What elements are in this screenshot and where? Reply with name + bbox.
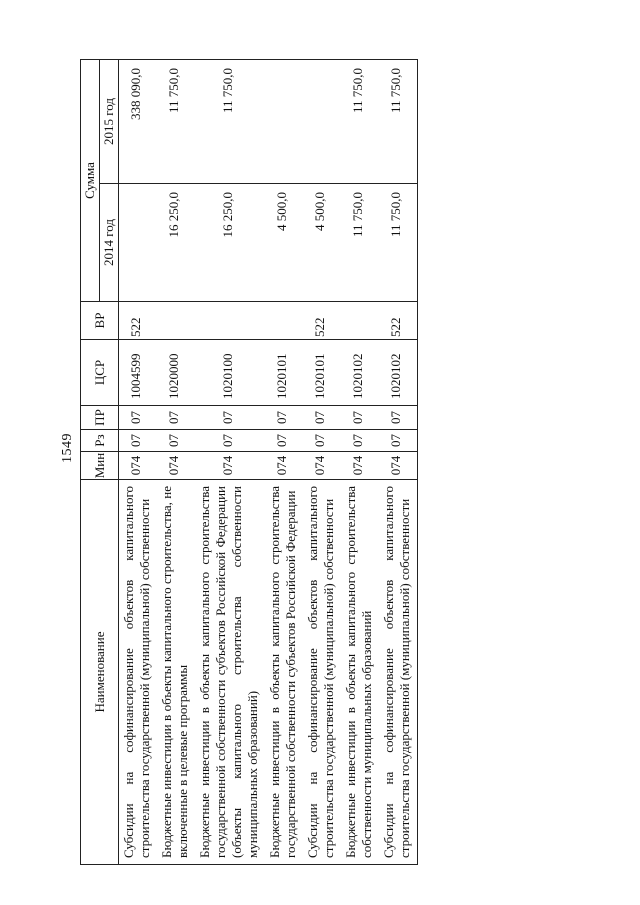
row-name: Бюджетные инвестиции в объекты капитального строительства государственной собственности субъектов Российской Федерации <box>265 480 303 865</box>
row-sum-2015: 11 750,0 <box>195 60 265 184</box>
row-csr: 1020102 <box>379 340 418 406</box>
table-row <box>265 60 303 865</box>
row-vr <box>157 302 195 340</box>
document-page <box>58 15 558 865</box>
row-pr: 07 <box>157 406 195 430</box>
table-row <box>157 60 195 865</box>
row-vr: 522 <box>379 302 418 340</box>
row-vr: 522 <box>303 302 341 340</box>
table-row <box>303 60 341 865</box>
header-vr: ВР <box>81 302 119 340</box>
row-rz: 07 <box>195 430 265 452</box>
row-csr: 1004599 <box>119 340 158 406</box>
row-pr: 07 <box>303 406 341 430</box>
row-csr: 1020100 <box>195 340 265 406</box>
row-sum-2014: 11 750,0 <box>379 184 418 302</box>
row-rz: 07 <box>119 430 158 452</box>
row-min: 074 <box>265 452 303 480</box>
row-vr <box>265 302 303 340</box>
header-year-2015: 2015 год <box>100 60 119 184</box>
row-sum-2015: 11 750,0 <box>157 60 195 184</box>
header-min: Мин <box>81 452 119 480</box>
row-vr: 522 <box>119 302 158 340</box>
budget-table <box>80 59 418 865</box>
row-name: Субсидии на софинансирование объектов капитального строительства государственной (муниципальной) собственности <box>379 480 418 865</box>
header-year-2014: 2014 год <box>100 184 119 302</box>
header-name: Наименование <box>81 480 119 865</box>
row-min: 074 <box>195 452 265 480</box>
header-sum: Сумма <box>81 60 100 302</box>
row-rz: 07 <box>303 430 341 452</box>
row-sum-2014: 16 250,0 <box>157 184 195 302</box>
row-vr <box>195 302 265 340</box>
row-csr: 1020000 <box>157 340 195 406</box>
row-sum-2015: 11 750,0 <box>341 60 379 184</box>
row-sum-2015 <box>303 60 341 184</box>
page-number: 1549 <box>60 433 75 463</box>
row-name: Бюджетные инвестиции в объекты капитального строительства собственности муниципальных образований <box>341 480 379 865</box>
row-min: 074 <box>303 452 341 480</box>
row-sum-2014: 16 250,0 <box>195 184 265 302</box>
row-rz: 07 <box>157 430 195 452</box>
row-csr: 1020101 <box>265 340 303 406</box>
row-sum-2014 <box>119 184 158 302</box>
row-rz: 07 <box>379 430 418 452</box>
row-sum-2014: 11 750,0 <box>341 184 379 302</box>
row-pr: 07 <box>119 406 158 430</box>
row-pr: 07 <box>379 406 418 430</box>
row-name: Бюджетные инвестиции в объекты капитального строительства, не включенные в целевые программы <box>157 480 195 865</box>
row-csr: 1020101 <box>303 340 341 406</box>
row-min: 074 <box>379 452 418 480</box>
row-name: Бюджетные инвестиции в объекты капитального строительства государственной собственности субъектов Российской Федерации (объекты капитального строительства собственности муниципальных образований) <box>195 480 265 865</box>
row-name: Субсидии на софинансирование объектов капитального строительства государственной (муниципальной) собственности <box>119 480 158 865</box>
table-row <box>119 60 158 865</box>
row-pr: 07 <box>265 406 303 430</box>
row-min: 074 <box>341 452 379 480</box>
row-sum-2014: 4 500,0 <box>303 184 341 302</box>
row-pr: 07 <box>341 406 379 430</box>
table-row <box>341 60 379 865</box>
row-rz: 07 <box>265 430 303 452</box>
row-name: Субсидии на софинансирование объектов капитального строительства государственной (муниципальной) собственности <box>303 480 341 865</box>
header-csr: ЦСР <box>81 340 119 406</box>
row-min: 074 <box>157 452 195 480</box>
header-rz: Рз <box>81 430 119 452</box>
row-rz: 07 <box>341 430 379 452</box>
row-vr <box>341 302 379 340</box>
header-pr: ПР <box>81 406 119 430</box>
row-csr: 1020102 <box>341 340 379 406</box>
table-row <box>195 60 265 865</box>
table-row <box>379 60 418 865</box>
row-sum-2015: 11 750,0 <box>379 60 418 184</box>
row-min: 074 <box>119 452 158 480</box>
row-pr: 07 <box>195 406 265 430</box>
row-sum-2015 <box>265 60 303 184</box>
row-sum-2014: 4 500,0 <box>265 184 303 302</box>
row-sum-2015: 338 090,0 <box>119 60 158 184</box>
